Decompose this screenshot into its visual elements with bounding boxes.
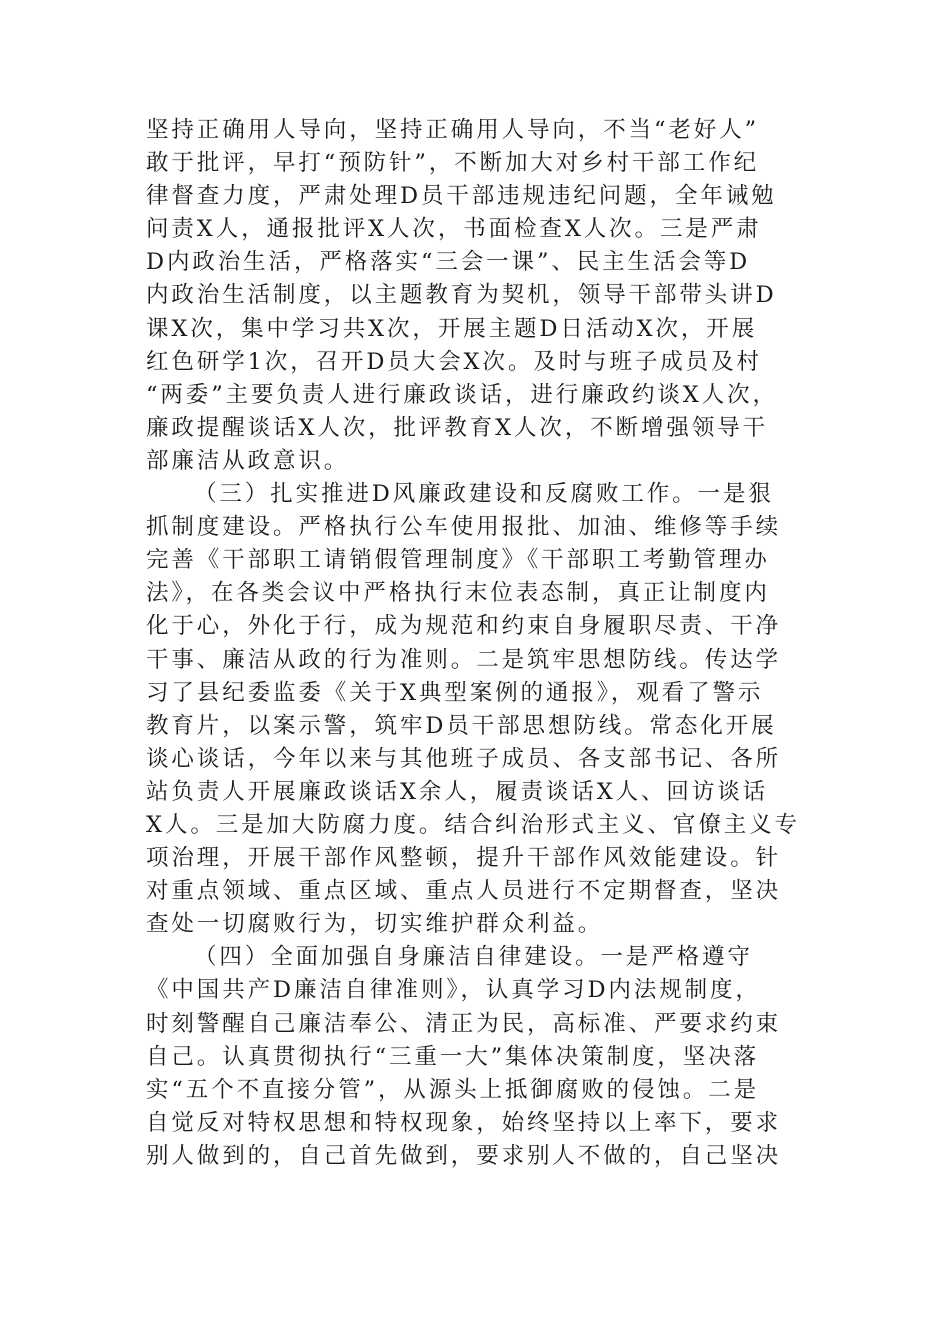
text-line: 课X次，集中学习共X次，开展主题D日活动X次，开展 (146, 315, 758, 342)
text-line: 《中国共产D廉洁自律准则》，认真学习D内法规制度， (146, 977, 761, 1004)
paragraph-heading-4: （四）全面加强自身廉洁自律建设。一是严格遵守 (194, 944, 753, 971)
text-line: 查处一切腐败行为，切实维护群众利益。 (146, 911, 604, 938)
text-line: 廉政提醒谈话X人次，批评教育X人次，不断增强领导干 (146, 414, 769, 441)
text-line: 教育片，以案示警，筑牢D员干部思想防线。常态化开展 (146, 712, 777, 739)
text-line: 坚持正确用人导向，坚持正确用人导向，不当“老好人” (146, 117, 760, 143)
text-line: 敢于批评，早打“预防针”，不断加大对乡村干部工作纪 (146, 150, 760, 177)
text-line: 对重点领域、重点区域、重点人员进行不定期督查，坚决 (146, 878, 782, 905)
text-line: D内政治生活，严格落实“三会一课”、民主生活会等D (146, 249, 751, 276)
body-text (146, 114, 808, 1173)
text-line: 站负责人开展廉政谈话X余人，履责谈话X人、回访谈话 (146, 778, 769, 805)
paragraph-heading-3: （三）扎实推进D风廉政建设和反腐败工作。一是狠 (194, 481, 774, 508)
text-line: 项治理，开展干部作风整顿，提升干部作风效能建设。针 (146, 845, 782, 872)
text-line: 干事、廉洁从政的行为准则。二是筑牢思想防线。传达学 (146, 646, 782, 673)
text-line: 律督查力度，严肃处理D员干部违规违纪问题，全年诫勉 (146, 183, 777, 210)
text-line: 抓制度建设。严格执行公车使用报批、加油、维修等手续 (146, 514, 782, 541)
text-line: 红色研学1次，召开D员大会X次。及时与班子成员及村 (146, 348, 762, 375)
text-line: 法》，在各类会议中严格执行末位表态制，真正让制度内 (146, 580, 770, 607)
text-line: 别人做到的，自己首先做到，要求别人不做的，自己坚决 (146, 1142, 782, 1169)
text-line: 部廉洁从政意识。 (146, 447, 350, 474)
text-line: 问责X人，通报批评X人次，书面检查X人次。三是严肃 (146, 216, 762, 243)
text-line: 实“五个不直接分管”，从源头上抵御腐败的侵蚀。二是 (146, 1076, 760, 1103)
text-line: 习了县纪委监委《关于X典型案例的通报》，观看了警示 (146, 679, 764, 706)
text-line: X人。三是加大防腐力度。结合纠治形式主义、官僚主义专 (146, 811, 800, 838)
text-line: 完善《干部职工请销假管理制度》《干部职工考勤管理办 (146, 547, 770, 574)
text-line: 内政治生活制度，以主题教育为契机，领导干部带头讲D (146, 282, 777, 309)
text-line: 自觉反对特权思想和特权现象，始终坚持以上率下，要求 (146, 1109, 782, 1136)
text-line: 自己。认真贯彻执行“三重一大”集体决策制度，坚决落 (146, 1043, 760, 1070)
text-line: 化于心，外化于行，成为规范和约束自身履职尽责、干净 (146, 613, 782, 640)
text-line: 谈心谈话，今年以来与其他班子成员、各支部书记、各所 (146, 745, 782, 772)
text-line: 时刻警醒自己廉洁奉公、清正为民，高标准、严要求约束 (146, 1010, 782, 1037)
text-line: “两委”主要负责人进行廉政谈话，进行廉政约谈X人次， (146, 381, 778, 408)
